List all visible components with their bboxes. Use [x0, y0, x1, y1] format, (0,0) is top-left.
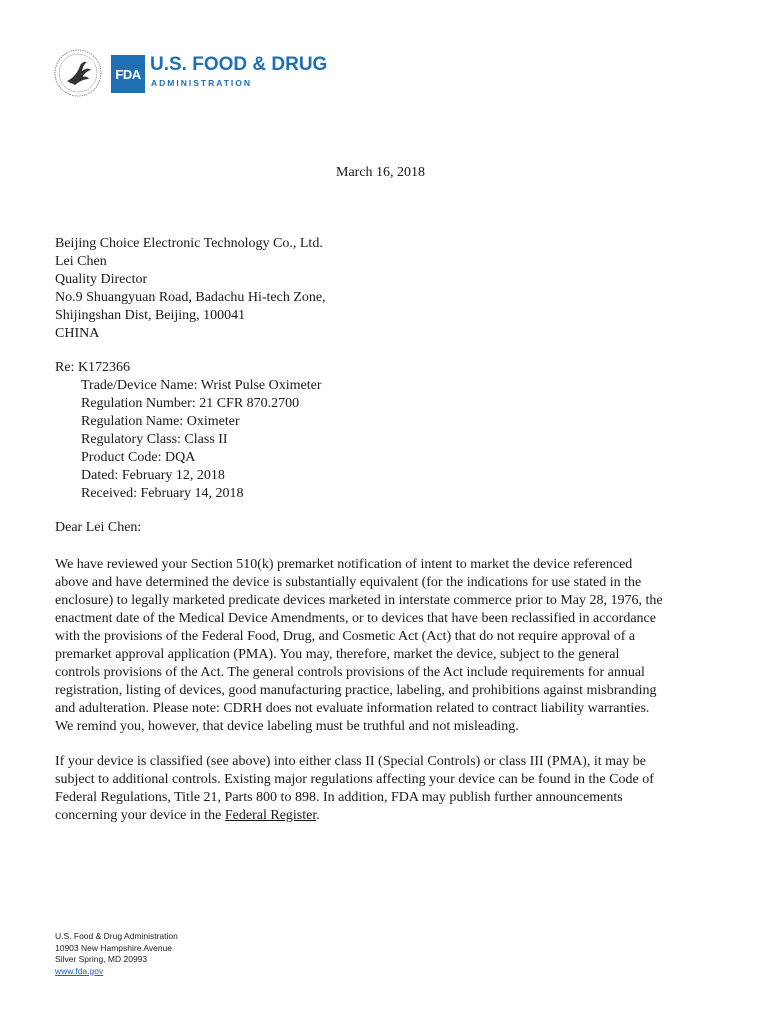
address-line: Beijing Choice Electronic Technology Co., Ltd.: [55, 236, 323, 251]
paragraph-line: registration, listing of devices, good manufacturing practice, labeling, and prohibitions against misbranding: [55, 683, 657, 698]
re-detail-line: Regulation Number: 21 CFR 870.2700: [81, 396, 300, 411]
address-line: CHINA: [55, 326, 100, 341]
re-detail-line: Dated: February 12, 2018: [81, 468, 225, 483]
recipient-address: [55, 235, 326, 343]
paragraph-line: with the provisions of the Federal Food, Drug, and Cosmetic Act (Act) that do not require approval of a: [55, 629, 636, 644]
paragraph-text: .: [316, 808, 320, 823]
address-line: No.9 Shuangyuan Road, Badachu Hi-tech Zone,: [55, 290, 326, 305]
letter-date: March 16, 2018: [336, 165, 426, 180]
re-reference: Re: K172366: [55, 360, 131, 375]
agency-subtitle: ADMINISTRATION: [151, 78, 253, 88]
re-details: [81, 377, 322, 503]
address-line: Lei Chen: [55, 254, 107, 269]
paragraph-line: We have reviewed your Section 510(k) premarket notification of intent to market the device referenced: [55, 557, 633, 572]
paragraph-line: and adulteration. Please note: CDRH does not evaluate information related to contract liability warranties.: [55, 701, 650, 716]
paragraph-line: subject to additional controls. Existing major regulations affecting your device can be found in the Code of: [55, 772, 654, 787]
paragraph-line: Federal Regulations, Title 21, Parts 800 to 898. In addition, FDA may publish further announcements: [55, 790, 623, 805]
paragraph-line: above and have determined the device is substantially equivalent (for the indications for use stated in the: [55, 575, 642, 590]
footer-address: [55, 931, 178, 977]
fda-website-link[interactable]: www.fda.gov: [55, 965, 104, 976]
address-line: Shijingshan Dist, Beijing, 100041: [55, 308, 246, 323]
paragraph-line: enclosure) to legally marketed predicate devices marketed in interstate commerce prior to May 28, 1976, the: [55, 593, 663, 608]
paragraph-line-last: [55, 807, 717, 825]
salutation: Dear Lei Chen:: [55, 520, 142, 535]
re-detail-line: Received: February 14, 2018: [81, 486, 244, 501]
paragraph-line: enactment date of the Medical Device Amendments, or to devices that have been reclassified in accordance: [55, 611, 656, 626]
footer-line: U.S. Food & Drug Administration: [55, 931, 178, 941]
footer-line: 10903 New Hampshire Avenue: [55, 942, 173, 953]
paragraph-line: controls provisions of the Act. The general controls provisions of the Act include requirements for annual: [55, 665, 645, 680]
re-detail-line: Product Code: DQA: [81, 450, 196, 465]
address-line: Quality Director: [55, 272, 148, 287]
fda-logo-mark: FDA: [111, 55, 145, 93]
body-paragraph-1: [55, 556, 717, 736]
paragraph-line: premarket approval application (PMA). You may, therefore, market the device, subject to the general: [55, 647, 620, 662]
paragraph-text: concerning your device in the: [55, 808, 225, 823]
re-detail-line: Regulation Name: Oximeter: [81, 414, 240, 429]
footer-line: Silver Spring, MD 20993: [55, 954, 148, 964]
paragraph-line: If your device is classified (see above) into either class II (Special Controls) or class III (PMA), it may be: [55, 754, 646, 769]
hhs-eagle-seal-icon: [53, 48, 103, 98]
body-paragraph-2: [55, 753, 717, 825]
agency-name: U.S. FOOD & DRUG: [150, 54, 328, 75]
federal-register-link[interactable]: Federal Register: [224, 808, 317, 823]
paragraph-line: We remind you, however, that device labeling must be truthful and not misleading.: [55, 719, 519, 734]
re-detail-line: Regulatory Class: Class II: [81, 432, 228, 447]
re-detail-line: Trade/Device Name: Wrist Pulse Oximeter: [81, 378, 322, 393]
